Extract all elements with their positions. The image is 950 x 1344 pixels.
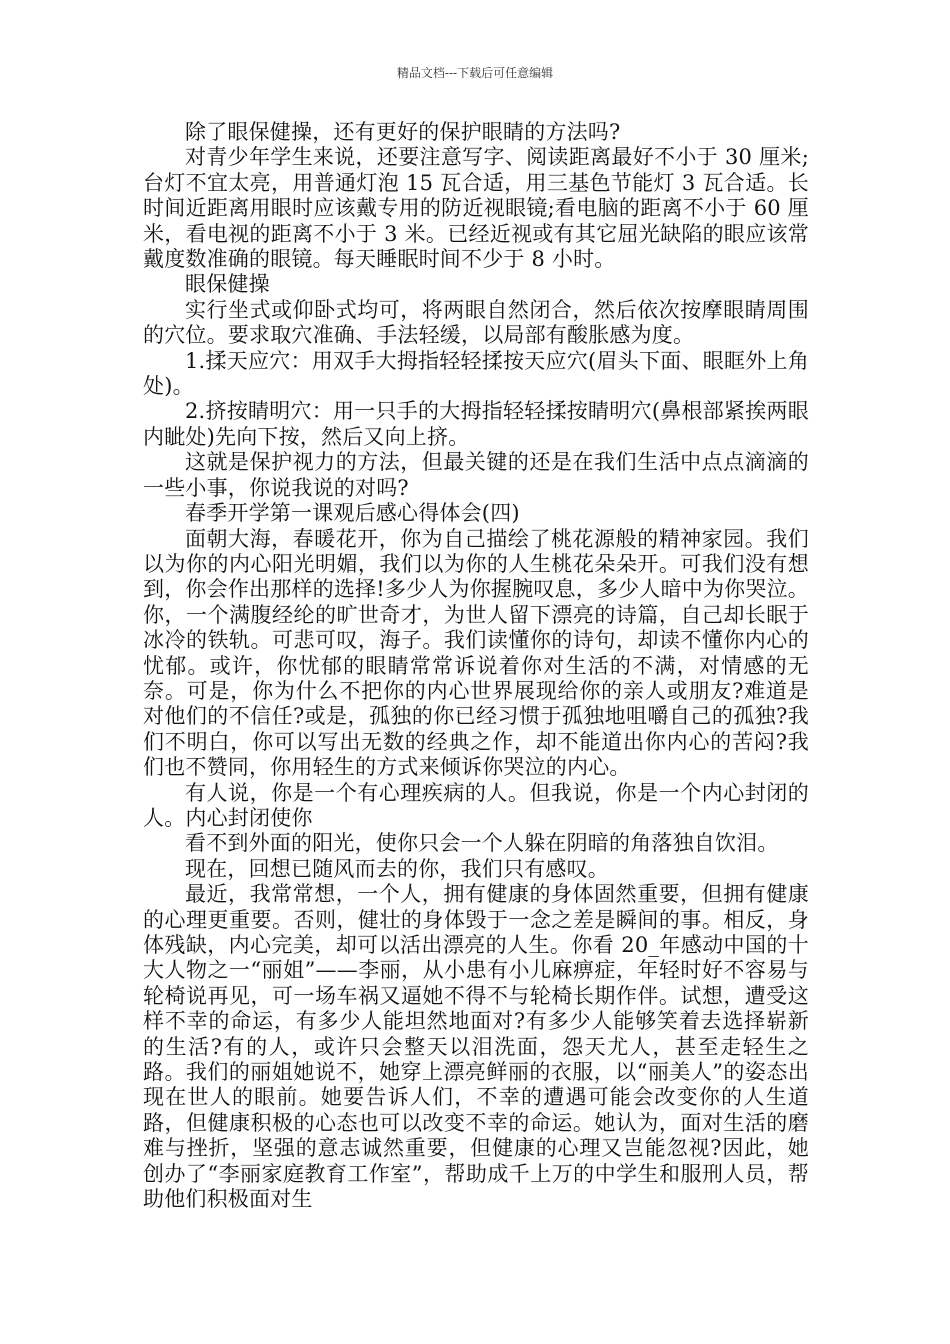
paragraph-haizi: 面朝大海，春暖花开，你为自己描绘了桃花源般的精神家园。我们以为你的内心阳光明媚，我们以为你的人生桃花朵朵开。可我们没有想到，你会作出那样的选择!多少人为你握腕叹息，多少人暗中为你哭泣。你，一个满腹经纶的旷世奇才，为世人留下漂亮的诗篇，自己却长眠于冰冷的铁轨。可悲可叹，海子。我们读懂你的诗句，却读不懂你内心的忧郁。或许，你忧郁的眼睛常常诉说着你对生活的不满，对情感的无奈。可是，你为什么不把你的内心世界展现给你的亲人或朋友?难道是对他们的不信任?或是，孤独的你已经习惯于孤独地咀嚼自己的孤独?我们不明白，你可以写出无数的经典之作，却不能道出你内心的苦闷?我们也不赞同，你用轻生的方式来倾诉你哭泣的内心。 [143, 526, 809, 780]
document-body [143, 120, 809, 1212]
paragraph-step-2: 2.挤按睛明穴：用一只手的大拇指轻轻揉按睛明穴(鼻根部紧挨两眼内眦处)先向下按，然后又向上挤。 [143, 399, 809, 449]
paragraph-li-li: 最近，我常常想，一个人，拥有健康的身体固然重要，但拥有健康的心理更重要。否则，健壮的身体毁于一念之差是瞬间的事。相反，身体残缺，内心完美，却可以活出漂亮的人生。你看 20_年感动中国的十大人物之一“丽姐”——李丽，从小患有小儿麻痹症，年轻时好不容易与轮椅说再见，可一场车祸又逼她不得不与轮椅长期作伴。试想，遭受这样不幸的命运，有多少人能坦然地面对?有多少人能够笑着去选择崭新的生活?有的人，或许只会整天以泪洗面，怨天尤人，甚至走轻生之路。我们的丽姐她说不，她穿上漂亮鲜丽的衣服，以“丽美人”的姿态出现在世人的眼前。她要告诉人们，不幸的遭遇可能会改变你的人生道路，但健康积极的心态也可以改变不幸的命运。她认为，面对生活的磨难与挫折，坚强的意志诚然重要，但健康的心理又岂能忽视?因此，她创办了“李丽家庭教育工作室”，帮助成千上万的中学生和服刑人员，帮助他们积极面对生 [143, 882, 809, 1212]
paragraph-exercise-instructions: 实行坐式或仰卧式均可，将两眼自然闭合，然后依次按摩眼睛周围的穴位。要求取穴准确、手法轻缓，以局部有酸胀感为度。 [143, 297, 809, 348]
section-heading-reflection-4: 春季开学第一课观后感心得体会(四) [185, 501, 520, 526]
section-heading-eye-exercise: 眼保健操 [185, 272, 270, 297]
paragraph-recall: 现在，回想已随风而去的你，我们只有感叹。 [185, 856, 609, 881]
paragraph-summary: 这就是保护视力的方法，但最关键的还是在我们生活中点点滴滴的一些小事，你说我说的对吗? [143, 450, 809, 500]
paragraph-closed-heart: 有人说，你是一个有心理疾病的人。但我说，你是一个内心封闭的人。内心封闭使你 [143, 780, 809, 830]
page-header: 精品文档---下载后可任意编辑 [396, 66, 554, 80]
paragraph-step-1: 1.揉天应穴：用双手大拇指轻轻揉按天应穴(眉头下面、眼眶外上角处)。 [143, 348, 809, 399]
paragraph-no-sunlight: 看不到外面的阳光，使你只会一个人躲在阴暗的角落独自饮泪。 [185, 831, 779, 856]
paragraph-eye-care-advice: 对青少年学生来说，还要注意写字、阅读距离最好不小于 30 厘米;台灯不宜太亮，用普通灯泡 15 瓦合适，用三基色节能灯 3 瓦合适。长时间近距离用眼时应该戴专用的防近视眼镜;看电脑的距离不小于 60 厘米，看电视的距离不小于 3 米。已经近视或有其它屈光缺陷的眼应该常戴度数准确的眼镜。每天睡眠时间不少于 8 小时。 [143, 145, 809, 272]
paragraph-eye-protection-question: 除了眼保健操，还有更好的保护眼睛的方法吗? [185, 120, 621, 144]
